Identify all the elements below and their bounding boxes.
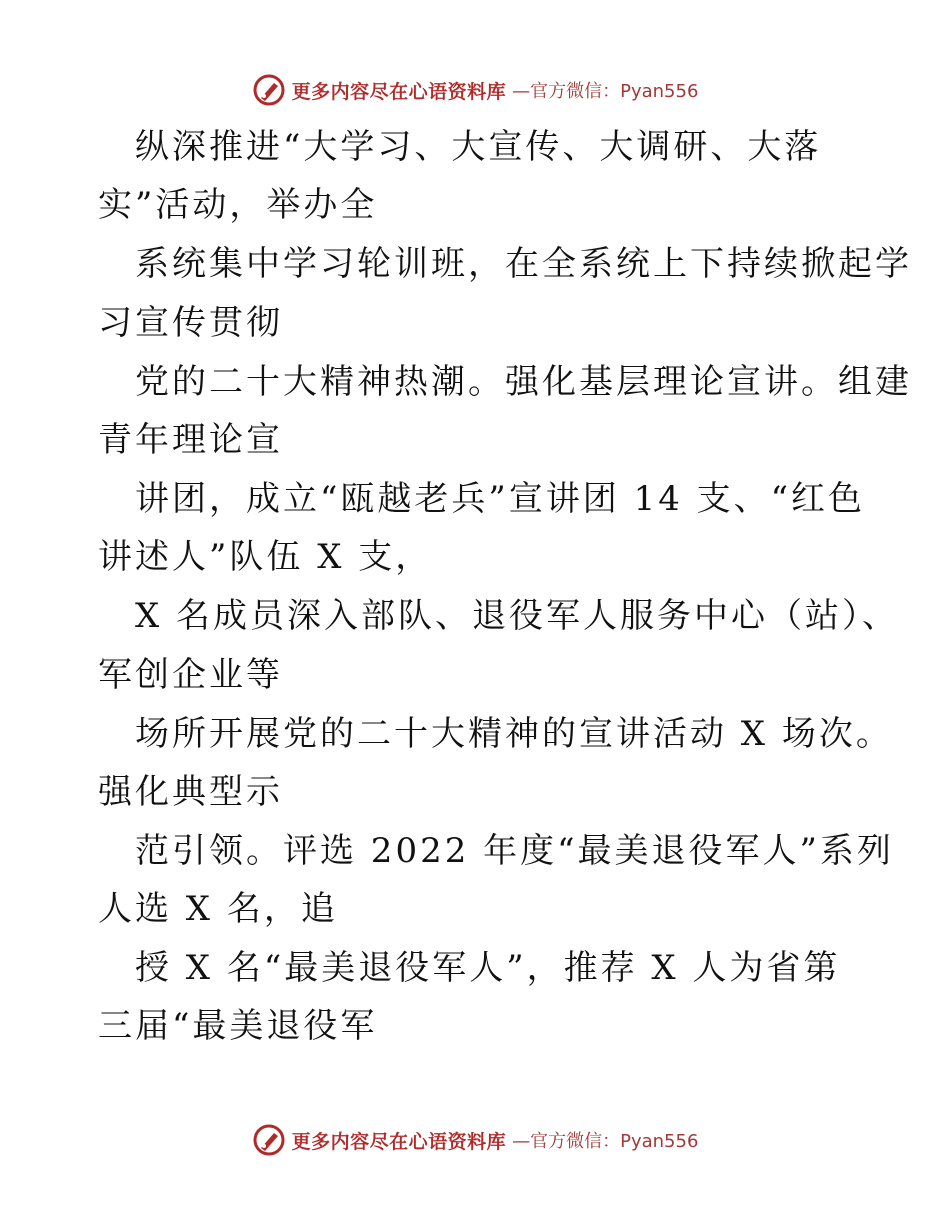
watermark-brand: 更多内容尽在心语资料库: [291, 80, 507, 103]
watermark-contact: —官方微信：Pyan556: [512, 1131, 699, 1152]
text-line: 实”活动，举办全: [98, 185, 378, 225]
header-watermark: [0, 70, 950, 110]
text-line: 范引领。评选 2022 年度“最美退役军人”系列: [135, 831, 894, 871]
text-line: 军创企业等: [98, 655, 283, 695]
text-line: 强化典型示: [98, 772, 283, 812]
watermark-contact: —官方微信：Pyan556: [512, 81, 699, 102]
pen-logo-icon: [252, 73, 286, 107]
text-line: 系统集中学习轮训班，在全系统上下持续掀起学: [135, 244, 912, 284]
watermark-brand: 更多内容尽在心语资料库: [291, 1130, 507, 1153]
text-line: 党的二十大精神热潮。强化基层理论宣讲。组建: [135, 362, 912, 402]
text-line: 青年理论宣: [98, 420, 283, 460]
text-line: 讲团，成立“瓯越老兵”宣讲团 14 支、“红色: [135, 479, 866, 519]
text-line: X 名成员深入部队、退役军人服务中心（站）、: [135, 596, 900, 636]
text-line: 讲述人”队伍 X 支，: [98, 537, 433, 577]
text-line: 场所开展党的二十大精神的宣讲活动 X 场次。: [135, 714, 893, 754]
text-line: 纵深推进“大学习、大宣传、大调研、大落: [135, 127, 822, 167]
text-line: 授 X 名“最美退役军人”，推荐 X 人为省第: [135, 948, 841, 988]
text-line: 三届“最美退役军: [98, 1006, 378, 1046]
footer-watermark: [0, 1120, 950, 1160]
pen-logo-icon: [252, 1123, 286, 1157]
text-line: 人选 X 名，追: [98, 889, 338, 929]
text-line: 习宣传贯彻: [98, 303, 283, 343]
